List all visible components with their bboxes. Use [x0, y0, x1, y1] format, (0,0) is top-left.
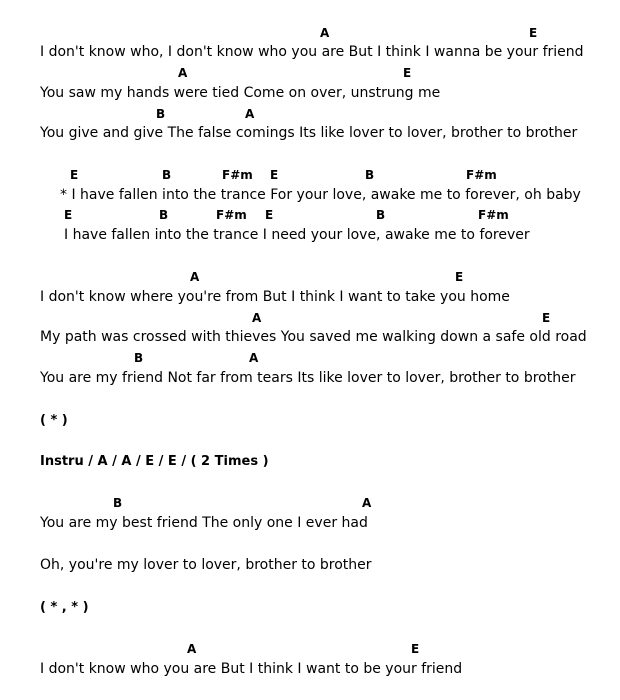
chord: B [365, 168, 375, 182]
chord: F#m [216, 208, 247, 222]
chord: F#m [222, 168, 253, 182]
chord: A [320, 26, 330, 40]
lyric-line: I have fallen into the trance I need your love, awake me to forever [64, 227, 530, 243]
chord: B [113, 496, 123, 510]
lyric-line: You are my friend Not far from tears Its like lover to lover, brother to brother [40, 370, 576, 386]
chord: E [270, 168, 279, 182]
chord: E [542, 311, 551, 325]
chord: E [265, 208, 274, 222]
chorus-double-repeat-marker: ( * , * ) [40, 600, 89, 615]
lyric-line: Oh, you're my lover to lover, brother to brother [40, 557, 372, 573]
chord: F#m [478, 208, 509, 222]
chord: A [190, 270, 200, 284]
chord: B [162, 168, 172, 182]
chord: E [529, 26, 538, 40]
lyric-line: You saw my hands were tied Come on over, unstrung me [40, 85, 441, 101]
lyric-line: I don't know who you are But I think I want to be your friend [40, 661, 463, 677]
lyric-line: My path was crossed with thieves You saved me walking down a safe old road [40, 329, 587, 345]
chord: F#m [466, 168, 497, 182]
instrumental-line: Instru / A / A / E / E / ( 2 Times ) [40, 454, 269, 469]
chord: A [245, 107, 255, 121]
chorus-repeat-marker: ( * ) [40, 413, 68, 428]
chord: A [187, 642, 197, 656]
lyric-line: You give and give The false comings Its like lover to lover, brother to brother [40, 125, 578, 141]
chord: E [403, 66, 412, 80]
chord: E [455, 270, 464, 284]
lyric-line: You are my best friend The only one I ever had [40, 515, 368, 531]
chord: B [159, 208, 169, 222]
lyric-line: I don't know who, I don't know who you are But I think I wanna be your friend [40, 44, 584, 60]
chord: B [134, 351, 144, 365]
chord: B [156, 107, 166, 121]
chord: E [411, 642, 420, 656]
lyric-line: * I have fallen into the trance For your love, awake me to forever, oh baby [60, 187, 581, 203]
chord: E [64, 208, 73, 222]
chord: A [362, 496, 372, 510]
chord: B [376, 208, 386, 222]
chord: A [252, 311, 262, 325]
chord: E [70, 168, 79, 182]
lyric-line: I don't know where you're from But I think I want to take you home [40, 289, 510, 305]
chord: A [249, 351, 259, 365]
chord: A [178, 66, 188, 80]
